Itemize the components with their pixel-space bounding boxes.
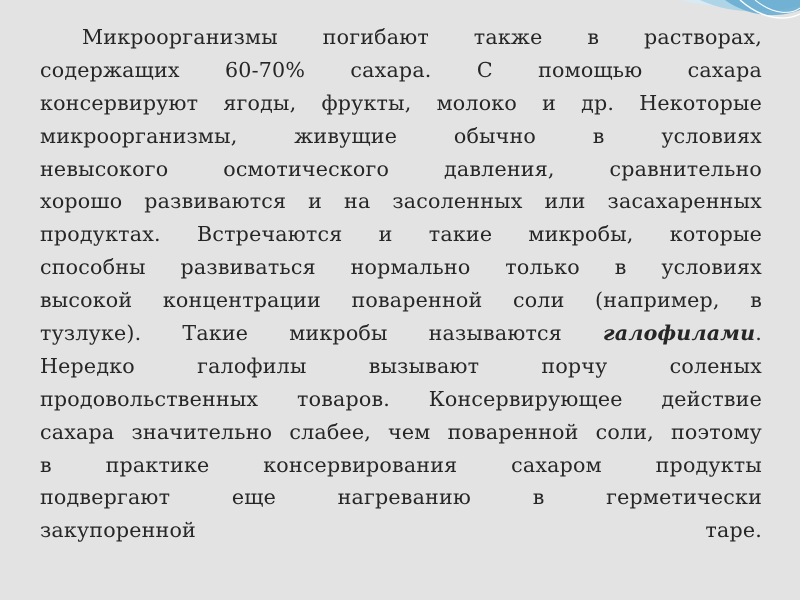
- paragraph-line: невысокого осмотического давления, сравнительно: [40, 156, 762, 181]
- paragraph-line-with-term: [40, 317, 762, 350]
- paragraph-line: способны развиваться нормально только в условиях: [40, 255, 762, 280]
- paragraph-line: содержащих 60-70% сахара. С помощью сахара: [40, 57, 762, 82]
- paragraph-line: продуктах. Встречаются и такие микробы, которые: [40, 222, 762, 247]
- paragraph-line: хорошо развиваются и на засоленных или засахаренных: [40, 189, 762, 214]
- term-halophiles: галофилами: [603, 321, 756, 346]
- paragraph-line: в практике консервирования сахаром продукты: [40, 452, 762, 477]
- paragraph-line-text: тузлуке). Такие микробы называются: [40, 321, 562, 346]
- body-paragraph: [40, 21, 762, 547]
- paragraph-line: продовольственных товаров. Консервирующее действие: [40, 386, 762, 411]
- paragraph-line: Нередко галофилы вызывают порчу соленых: [40, 353, 762, 378]
- paragraph-line: консервируют ягоды, фрукты, молоко и др. Некоторые: [40, 90, 762, 115]
- paragraph-line: Микроорганизмы погибают также в растворах,: [82, 25, 762, 49]
- paragraph-line: высокой концентрации поваренной соли (например, в: [40, 288, 762, 313]
- paragraph-line: микроорганизмы, живущие обычно в условиях: [40, 123, 762, 148]
- paragraph-line: подвергают еще нагреванию в герметически: [40, 485, 762, 510]
- term-suffix: .: [755, 321, 762, 346]
- paragraph-line-last: закупоренной таре.: [40, 518, 762, 543]
- paragraph-line: сахара значительно слабее, чем поваренной соли, поэтому: [40, 419, 762, 444]
